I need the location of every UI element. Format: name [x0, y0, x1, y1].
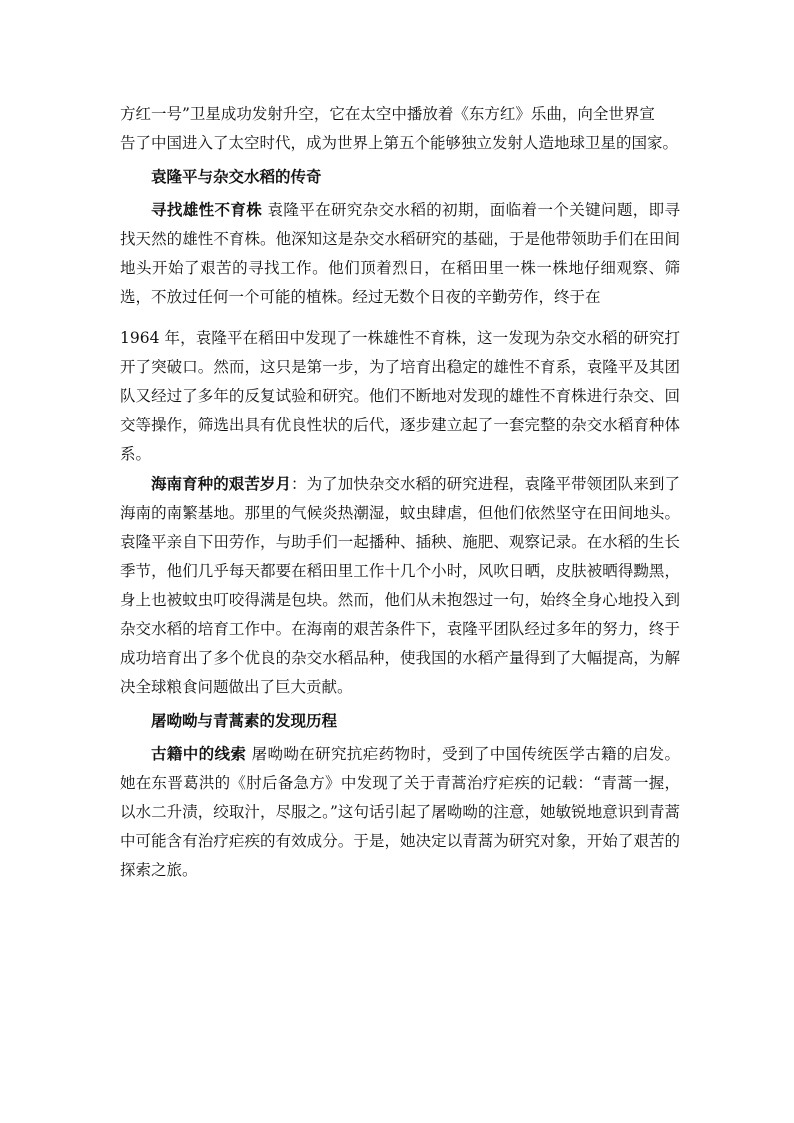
paragraph-ancient-clues — [120, 739, 680, 885]
paragraph-hainan-breeding — [120, 469, 680, 702]
paragraph-sterile-plant-search — [120, 195, 680, 312]
paragraph-lead-title: 海南育种的艰苦岁月 — [151, 474, 292, 493]
continued-line-2: 告了中国进入了太空时代，成为世界上第五个能够独立发射人造地球卫星的国家。 — [120, 134, 679, 152]
section-heading-yuan-longping: 袁隆平与杂交水稻的传奇 — [151, 167, 322, 186]
section-heading-tu-youyou: 屠呦呦与青蒿素的发现历程 — [151, 711, 338, 730]
paragraph-body: 1964 年，袁隆平在稻田中发现了一株雄性不育株，这一发现为杂交水稻的研究打开了突破口。然而，这只是第一步，为了培育出稳定的雄性不育系，袁隆平及其团队又经过了多年的反复试验和研究。他们不断地对发现的雄性不育株进行杂交、回交等操作，筛选出具有优良性状的后代，逐步建立起了一套完整的杂交水稻育种体系。 — [120, 329, 680, 463]
paragraph-body: ：为了加快杂交水稻的研究进程，袁隆平带领团队来到了海南的南繁基地。那里的气候炎热潮湿，蚊虫肆虐，但他们依然坚守在田间地头。袁隆平亲自下田劳作，与助手们一起播种、插秧、施肥、观察记录。在水稻的生长季节，他们几乎每天都要在稻田里工作十几个小时，风吹日晒，皮肤被晒得黝黑，身上也被蚊虫叮咬得满是包块。然而，他们从未抱怨过一句，始终全身心地投入到杂交水稻的培育工作中。在海南的艰苦条件下，袁隆平团队经过多年的努力，终于成功培育出了多个优良的杂交水稻品种，使我国的水稻产量得到了大幅提高，为解决全球粮食问题做出了巨大贡献。 — [120, 475, 680, 696]
paragraph-lead-title: 古籍中的线索 — [151, 744, 247, 763]
continued-paragraph — [120, 100, 680, 158]
paragraph-body: 屠呦呦在研究抗疟药物时，受到了中国传统医学古籍的启发。她在东晋葛洪的《肘后备急方》中发现了关于青蒿治疗疟疾的记载：“青蒿一握，以水二升渍，绞取汁，尽服之。”这句话引起了屠呦呦的注意，她敏锐地意识到青蒿中可能含有治疗疟疾的有效成分。于是，她决定以青蒿为研究对象，开始了艰苦的探索之旅。 — [120, 745, 680, 879]
paragraph-body: 袁隆平在研究杂交水稻的初期，面临着一个关键问题，即寻找天然的雄性不育株。他深知这是杂交水稻研究的基础，于是他带领助手们在田间地头开始了艰苦的寻找工作。他们顶着烈日，在稻田里一株一株地仔细观察、筛选，不放过任何一个可能的植株。经过无数个日夜的辛勤劳作，终于在 — [120, 201, 680, 306]
paragraph-lead-title: 寻找雄性不育株 — [151, 200, 263, 219]
document-page — [120, 100, 680, 885]
continued-line-1: 方红一号”卫星成功发射升空，它在太空中播放着《东方红》乐曲，向全世界宣 — [120, 105, 655, 123]
paragraph-1964-discovery — [120, 324, 680, 469]
